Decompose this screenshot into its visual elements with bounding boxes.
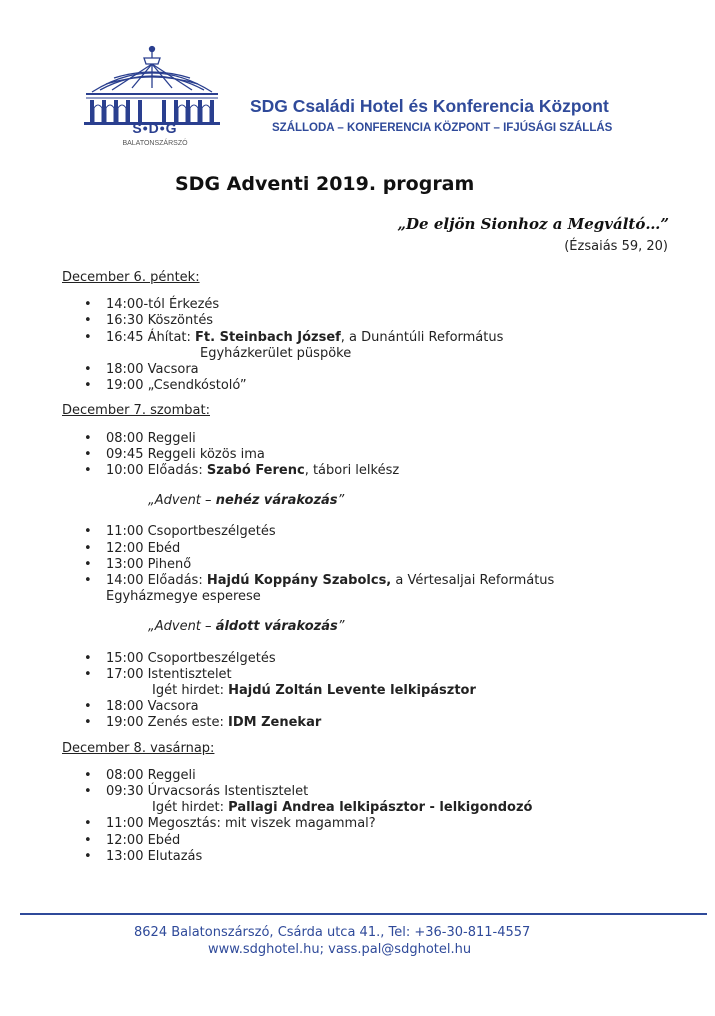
bullet-icon: • (84, 540, 92, 556)
program-content (62, 270, 682, 874)
list-item: • 15:00 Csoportbeszélgetés (84, 650, 276, 666)
bullet-icon: • (84, 784, 92, 800)
bullet-icon: • (84, 329, 92, 345)
day-2-list-b (62, 524, 682, 605)
day-heading: December 8. vasárnap: (62, 740, 215, 756)
list-item: • 09:30 Úrvacsorás Istentisztelet Igét hirdet: Pallagi Andrea lelkipásztor - lelkigondozó (62, 784, 682, 816)
list-item: • 12:00 Ebéd (84, 540, 181, 556)
speaker-name: Hajdú Zoltán Levente lelkipásztor (228, 683, 476, 699)
bullet-icon: • (84, 446, 92, 462)
day-heading: December 7. szombat: (62, 403, 210, 419)
list-item: • 13:00 Elutazás (84, 848, 203, 864)
list-item: • 09:45 Reggeli közös ima (84, 446, 265, 462)
day-3-list (62, 768, 682, 865)
hotel-subtitle: SZÁLLODA – KONFERENCIA KÖZPONT – IFJÚSÁGI SZÁLLÁS (272, 122, 613, 134)
list-item: • 19:00 „Csendkóstoló” (84, 378, 247, 394)
speaker-name: Hajdú Koppány Szabolcs, (206, 573, 392, 589)
bullet-icon: • (84, 767, 92, 783)
bullet-icon: • (84, 313, 92, 329)
lecture-theme: „Advent – áldott várakozás” (148, 619, 345, 635)
bullet-icon: • (84, 297, 92, 313)
list-item: • 11:00 Csoportbeszélgetés (84, 524, 276, 540)
day-1-list (62, 297, 682, 394)
list-item: • 14:00 Előadás: Hajdú Koppány Szabolcs, a Vértesaljai Református Egyházmegye esperese (62, 573, 682, 605)
speaker-name: Szabó Ferenc (206, 463, 305, 479)
list-item: • 18:00 Vacsora (84, 362, 199, 378)
logo-text: S•D•G (132, 120, 178, 136)
bible-reference: (Ézsaiás 59, 20) (564, 239, 668, 254)
bullet-icon: • (84, 715, 92, 731)
bullet-icon: • (84, 699, 92, 715)
item-continuation: Egyházmegye esperese (106, 589, 261, 605)
item-continuation: Igét hirdet: Pallagi Andrea lelkipásztor - lelkigondozó (152, 800, 533, 816)
bullet-icon: • (84, 832, 92, 848)
footer-web[interactable]: www.sdghotel.hu; vass.pal@sdghotel.hu (208, 942, 472, 957)
list-item: • 08:00 Reggeli (84, 767, 196, 783)
list-item: • 10:00 Előadás: Szabó Ferenc, tábori lelkész (84, 463, 400, 479)
list-item: • 12:00 Ebéd (84, 832, 181, 848)
list-item: • 11:00 Megosztás: mit viszek magammal? (84, 816, 376, 832)
lecture-theme: „Advent – nehéz várakozás” (148, 493, 345, 509)
day-2-list-c (62, 651, 682, 732)
list-item: • 16:45 Áhítat: Ft. Steinbach József, a Dunántúli Református Egyházkerület püspöke (62, 330, 682, 362)
bullet-icon: • (84, 650, 92, 666)
speaker-name: Ft. Steinbach József (195, 329, 341, 345)
bullet-icon: • (84, 362, 92, 378)
bullet-icon: • (84, 573, 92, 589)
hotel-name: SDG Családi Hotel és Konferencia Központ (250, 96, 609, 116)
list-item: • 17:00 Istentisztelet Igét hirdet: Hajdú Zoltán Levente lelkipásztor (62, 667, 682, 699)
band-name: IDM Zenekar (228, 715, 322, 731)
bullet-icon: • (84, 556, 92, 572)
list-item: • 14:00-tól Érkezés (84, 297, 220, 313)
logo-town: BALATONSZÁRSZÓ (122, 140, 188, 147)
list-item: • 19:00 Zenés este: IDM Zenekar (84, 715, 322, 731)
bullet-icon: • (84, 666, 92, 682)
item-continuation: Egyházkerület püspöke (200, 345, 352, 361)
footer-divider (20, 913, 707, 915)
footer-address: 8624 Balatonszárszó, Csárda utca 41., Tel: +36-30-811-4557 (134, 925, 531, 940)
bullet-icon: • (84, 463, 92, 479)
day-heading: December 6. péntek: (62, 270, 200, 285)
bullet-icon: • (84, 848, 92, 864)
list-item: • 08:00 Reggeli (84, 430, 196, 446)
bullet-icon: • (84, 524, 92, 540)
list-item: • 13:00 Pihenő (84, 556, 192, 572)
list-item: • 16:30 Köszöntés (84, 313, 214, 329)
page-title: SDG Adventi 2019. program (175, 173, 475, 195)
bible-quote: „De eljön Sionhoz a Megváltó…” (397, 215, 669, 233)
bullet-icon: • (84, 430, 92, 446)
item-continuation: Igét hirdet: Hajdú Zoltán Levente lelkipásztor (152, 683, 476, 699)
bullet-icon: • (84, 816, 92, 832)
day-2-list-a (62, 431, 682, 480)
bullet-icon: • (84, 378, 92, 394)
speaker-name: Pallagi Andrea lelkipásztor - lelkigondozó (228, 800, 533, 816)
list-item: • 18:00 Vacsora (84, 699, 199, 715)
